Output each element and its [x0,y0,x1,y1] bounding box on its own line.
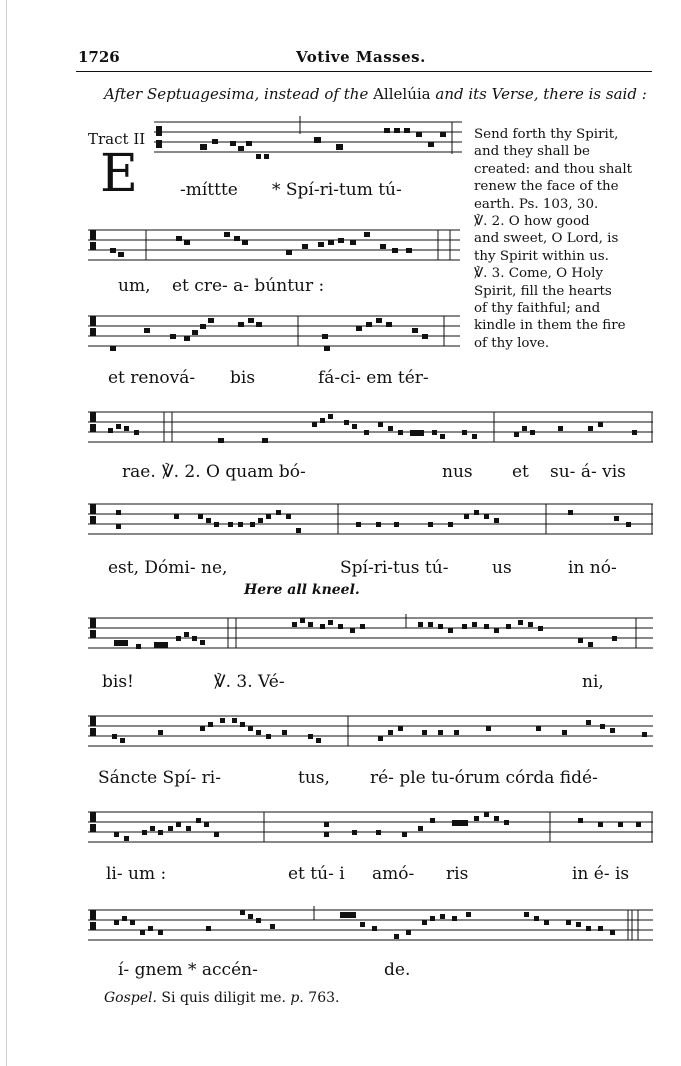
chant-staff-9 [88,906,653,948]
page-ref-label: p. [290,990,304,1006]
translation-line: ℣. 3. Come, O Holy [474,266,603,282]
running-title: Votive Masses. [296,48,426,66]
rubric-part-1: After Septuagesima, instead of the [104,85,374,103]
staff-lines-7 [88,712,653,754]
rubric-cue: Here all kneel. [244,582,360,598]
gospel-incipit: Si quis diligit me. [156,990,291,1006]
lyric-syllable: est, Dómi- ne, [108,558,228,578]
rubric-alleluia: Allelúia [373,85,431,103]
chant-staff-8 [88,808,653,850]
lyric-syllable: nus [442,462,473,482]
chant-staff-4 [88,408,653,450]
chant-staff-5 [88,500,653,542]
chant-staff-2 [88,226,460,268]
lyric-syllable: ℣. 3. Vé- [214,672,285,692]
lyric-syllable: amó- [372,864,415,884]
lyric-syllable: li- um : [106,864,167,884]
tract-label: Tract II [88,130,146,148]
translation-line: of thy love. [474,335,550,351]
chant-staff-1 [154,118,462,158]
lyric-syllable: et renová- [108,368,196,388]
staff-lines-4 [88,408,653,450]
rubric-instruction [104,85,647,103]
page-header [0,38,681,78]
lyric-syllable: Sáncte Spí- ri- [98,768,221,788]
lyric-syllable: su- á- vis [550,462,626,482]
lyric-syllable: us [492,558,512,578]
translation-line: earth. Ps. 103, 30. [474,196,599,212]
staff-lines-9 [88,906,653,948]
page-number: 1726 [78,48,120,66]
translation-line: and sweet, O Lord, is [474,231,619,247]
lyric-syllable: * Spí-ri-tum tú- [272,180,402,200]
rubric-part-2: and its Verse, there is said : [430,85,647,103]
chant-staff-7 [88,712,653,754]
lyric-syllable: Spí-ri-tus tú- [340,558,449,578]
header-rule [76,71,652,72]
translation-line: thy Spirit within us. [474,248,609,264]
gospel-label: Gospel. [104,990,157,1006]
translation-line: Send forth thy Spirit, [474,127,619,142]
lyric-syllable: ré- ple tu-órum córda fidé- [370,768,598,788]
translation-line: Spirit, fill the hearts [474,283,612,299]
translation-line: and they shall be [474,144,590,160]
translation-line: ℣. 2. O how good [474,214,590,230]
chant-staff-3 [88,312,460,354]
staff-lines-3 [88,312,460,354]
lyric-syllable: ris [446,864,469,884]
lyric-syllable: et [512,462,529,482]
lyric-syllable: in nó- [568,558,617,578]
lyric-syllable: í- gnem * accén- [118,960,258,980]
lyric-syllable: de. [384,960,411,980]
lyric-syllable: ℣. 2. O quam bó- [162,462,306,482]
drop-cap-initial: E [100,144,138,204]
lyric-syllable: bis! [102,672,134,692]
staff-lines-8 [88,808,653,850]
gospel-reference [104,990,339,1006]
lyric-syllable: et tú- i [288,864,345,884]
lyric-syllable: et cre- a- búntur : [172,276,325,296]
lyric-syllable: um, [118,276,151,296]
staff-lines-1 [154,118,462,158]
page-ref-number: 763. [303,990,340,1006]
lyric-syllable: rae. [122,462,156,482]
translation-line: renew the face of the [474,179,619,195]
lyric-syllable: ni, [582,672,604,692]
lyric-syllable: tus, [298,768,330,788]
translation-line: of thy faithful; and [474,301,601,317]
lyric-syllable: bis [230,368,256,388]
translation-line: created: and thou shalt [474,161,632,177]
staff-lines-2 [88,226,460,268]
lyric-syllable: in é- is [572,864,630,884]
staff-lines-5 [88,500,653,542]
lyric-syllable: -míttte [180,180,238,200]
lyric-syllable: fá-ci- em tér- [318,368,429,388]
chant-staff-6 [88,614,653,656]
translation-line: kindle in them the fire [474,318,626,334]
english-translation [474,126,649,352]
page-margin-line [6,0,7,1066]
staff-lines-6 [88,614,653,656]
